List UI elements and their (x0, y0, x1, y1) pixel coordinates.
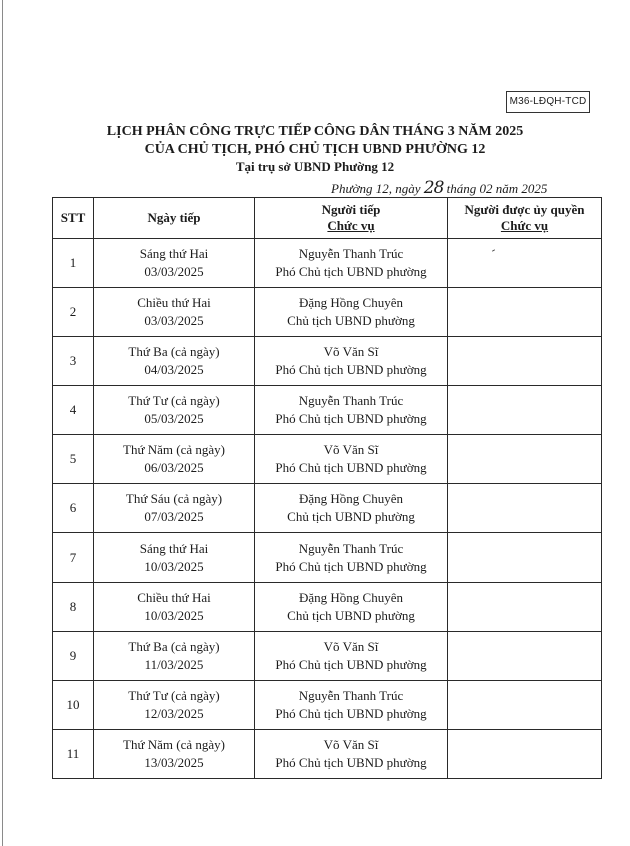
cell-nguoi-tiep (255, 435, 448, 484)
cell-role: Phó Chủ tịch UBND phường (275, 656, 427, 672)
document-title-line1: LỊCH PHÂN CÔNG TRỰC TIẾP CÔNG DÂN THÁNG 3 NĂM 2025 (106, 124, 524, 139)
cell-ngay-tiep (94, 435, 255, 484)
table-header-row (53, 198, 602, 239)
cell-role: Chủ tịch UBND phường (287, 509, 415, 525)
cell-ngay-tiep (94, 631, 255, 680)
cell-day: Chiều thứ Hai (137, 295, 211, 311)
cell-name: Đặng Hồng Chuyên (299, 295, 403, 311)
cell-day: Thứ Tư (cả ngày) (128, 393, 220, 409)
cell-day: Sáng thứ Hai (139, 540, 209, 556)
cell-date: 04/03/2025 (144, 362, 204, 378)
cell-uy-quyen (448, 484, 602, 533)
table-row (53, 582, 602, 631)
table-row (53, 288, 602, 337)
table-row (53, 631, 602, 680)
cell-nguoi-tiep (255, 386, 448, 435)
cell-date: 13/03/2025 (144, 754, 204, 770)
cell-uy-quyen (448, 239, 602, 288)
cell-nguoi-tiep (255, 729, 448, 778)
cell-nguoi-tiep (255, 631, 448, 680)
cell-day: Thứ Ba (cả ngày) (128, 344, 220, 360)
cell-stt: 2 (53, 288, 94, 337)
cell-ngay-tiep (94, 484, 255, 533)
header-stt: STT (53, 198, 94, 239)
cell-name: Nguyễn Thanh Trúc (298, 393, 404, 409)
document-title-line3: Tại trụ sở UBND Phường 12 (235, 159, 395, 174)
header-nguoi-tiep (255, 198, 448, 239)
cell-stt: 11 (53, 729, 94, 778)
cell-date: 03/03/2025 (144, 313, 204, 329)
cell-date: 07/03/2025 (144, 509, 204, 525)
cell-name: Võ Văn Sĩ (323, 736, 379, 752)
cell-nguoi-tiep (255, 288, 448, 337)
cell-role: Phó Chủ tịch UBND phường (275, 411, 427, 427)
cell-ngay-tiep (94, 337, 255, 386)
header-uy-quyen-label: Người được ủy quyền (464, 202, 585, 217)
cell-day: Sáng thứ Hai (139, 246, 209, 262)
table-row (53, 435, 602, 484)
cell-ngay-tiep (94, 680, 255, 729)
cell-role: Phó Chủ tịch UBND phường (275, 558, 427, 574)
cell-day: Chiều thứ Hai (137, 589, 211, 605)
table-row (53, 239, 602, 288)
cell-date: 10/03/2025 (144, 558, 204, 574)
cell-stt: 8 (53, 582, 94, 631)
cell-uy-quyen (448, 533, 602, 582)
cell-nguoi-tiep (255, 582, 448, 631)
cell-stt: 9 (53, 631, 94, 680)
cell-stt: 4 (53, 386, 94, 435)
table-row (53, 729, 602, 778)
cell-stt: 10 (53, 680, 94, 729)
cell-uy-quyen (448, 435, 602, 484)
cell-nguoi-tiep (255, 484, 448, 533)
header-ngay-tiep: Ngày tiếp (94, 198, 255, 239)
cell-day: Thứ Sáu (cả ngày) (125, 491, 223, 507)
cell-ngay-tiep (94, 288, 255, 337)
cell-stt: 6 (53, 484, 94, 533)
cell-ngay-tiep (94, 729, 255, 778)
cell-stt: 7 (53, 533, 94, 582)
table-row (53, 533, 602, 582)
cell-day: Thứ Năm (cả ngày) (123, 736, 225, 752)
cell-role: Phó Chủ tịch UBND phường (275, 460, 427, 476)
table-row (53, 680, 602, 729)
cell-name: Nguyễn Thanh Trúc (298, 687, 404, 703)
cell-ngay-tiep (94, 582, 255, 631)
cell-role: Phó Chủ tịch UBND phường (275, 754, 427, 770)
table-row (53, 386, 602, 435)
cell-stt: 5 (53, 435, 94, 484)
cell-role: Phó Chủ tịch UBND phường (275, 264, 427, 280)
cell-date: 05/03/2025 (144, 411, 204, 427)
date-prefix: Phường 12, ngày (331, 181, 421, 196)
cell-role: Phó Chủ tịch UBND phường (275, 705, 427, 721)
header-uy-quyen (448, 198, 602, 239)
table-row (53, 484, 602, 533)
cell-ngay-tiep (94, 386, 255, 435)
cell-name: Đặng Hồng Chuyên (299, 491, 403, 507)
cell-date: 12/03/2025 (144, 705, 204, 721)
header-nguoi-tiep-label: Người tiếp (321, 202, 381, 217)
cell-day: Thứ Ba (cả ngày) (128, 638, 220, 654)
cell-uy-quyen (448, 680, 602, 729)
cell-uy-quyen (448, 582, 602, 631)
cell-name: Võ Văn Sĩ (323, 344, 379, 360)
header-nguoi-tiep-sub: Chức vụ (327, 218, 375, 233)
cell-name: Nguyễn Thanh Trúc (298, 540, 404, 556)
cell-name: Võ Văn Sĩ (323, 638, 379, 654)
cell-date: 10/03/2025 (144, 607, 204, 623)
cell-nguoi-tiep (255, 533, 448, 582)
cell-day: Thứ Tư (cả ngày) (128, 687, 220, 703)
cell-uy-quyen (448, 631, 602, 680)
document-title-line2: CỦA CHỦ TỊCH, PHÓ CHỦ TỊCH UBND PHƯỜNG 12 (144, 142, 486, 157)
date-suffix: tháng 02 năm 2025 (446, 181, 548, 196)
document-code-box: M36-LĐQH-TCD (506, 91, 590, 113)
cell-role: Phó Chủ tịch UBND phường (275, 362, 427, 378)
cell-stt: 1 (53, 239, 94, 288)
cell-nguoi-tiep (255, 337, 448, 386)
header-uy-quyen-sub: Chức vụ (500, 218, 549, 233)
cell-uy-quyen (448, 729, 602, 778)
cell-uy-quyen (448, 288, 602, 337)
document-date-line (331, 178, 547, 198)
cell-date: 06/03/2025 (144, 460, 204, 476)
date-day-handwritten: 28 (423, 178, 444, 198)
cell-name: Nguyễn Thanh Trúc (298, 246, 404, 262)
cell-uy-quyen (448, 337, 602, 386)
cell-nguoi-tiep (255, 680, 448, 729)
cell-date: 03/03/2025 (144, 264, 204, 280)
cell-role: Chủ tịch UBND phường (287, 313, 415, 329)
schedule-table (52, 197, 602, 779)
cell-role: Chủ tịch UBND phường (287, 607, 415, 623)
cell-day: Thứ Năm (cả ngày) (123, 442, 225, 458)
cell-stt: 3 (53, 337, 94, 386)
cell-name: Võ Văn Sĩ (323, 442, 379, 458)
cell-ngay-tiep (94, 533, 255, 582)
cell-uy-quyen (448, 386, 602, 435)
cell-name: Đặng Hồng Chuyên (299, 589, 403, 605)
table-row (53, 337, 602, 386)
cell-ngay-tiep (94, 239, 255, 288)
cell-nguoi-tiep (255, 239, 448, 288)
cell-date: 11/03/2025 (144, 656, 204, 672)
